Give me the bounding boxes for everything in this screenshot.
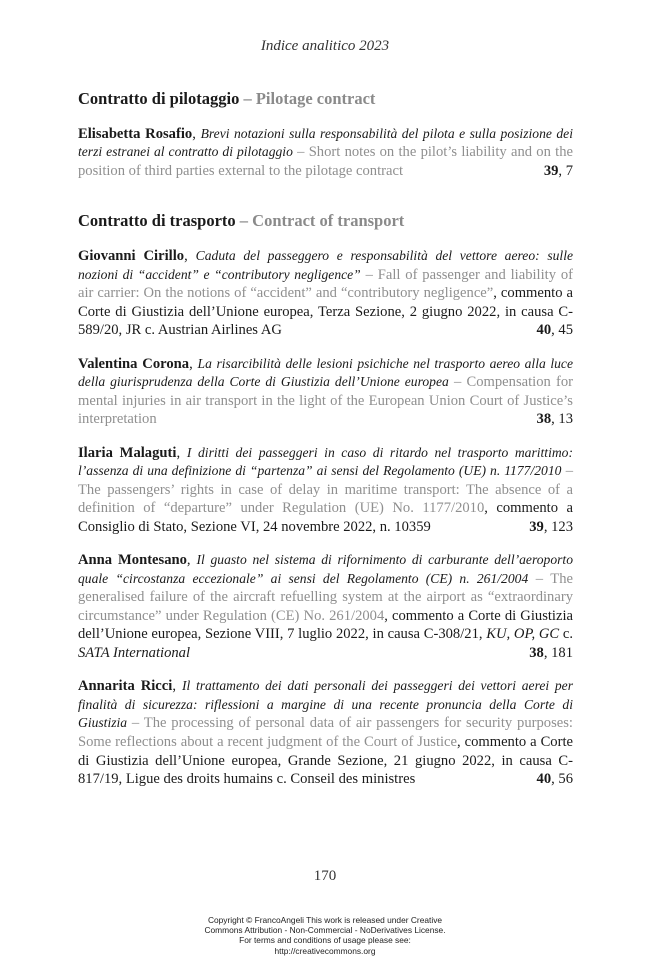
- entry-comment: , commento a Corte di Giustizia dell’Unione europea, Sezione VIII, 7 luglio 2022, in causa C-308/21,: [78, 607, 573, 643]
- index-content: [78, 88, 573, 795]
- license-notice: [0, 915, 650, 956]
- entry-title-it: La risarcibilità delle lesioni psichiche nel trasporto aereo alla luce della giurisprudenza della Corte di Giustizia dell’Unione europea: [78, 355, 573, 390]
- entry-reference: 39, 7: [543, 162, 573, 179]
- entry-author: Anna Montesano: [78, 552, 187, 569]
- section-title-en: Pilotage contract: [255, 89, 376, 108]
- running-head: Indice analitico 2023: [260, 38, 390, 54]
- license-line: Commons Attribution - Non-Commercial - NoDerivatives License.: [204, 925, 446, 936]
- entry-title-it: Brevi notazioni sulla responsabilità del pilota e sulla posizione dei terzi estranei al contratto di pilotaggio: [78, 125, 573, 160]
- entry-reference: 40, 56: [536, 771, 573, 788]
- section-title-it: Contratto di trasporto: [78, 211, 236, 231]
- section-title-transport: Contratto di trasporto – Contract of transport: [78, 211, 405, 231]
- entry-title-en: Fall of passenger and liability of air carrier: On the notions of “accident” and “contributory negligence”: [78, 266, 574, 302]
- entry-title-it: Il trattamento dei dati personali dei passeggeri dei vettori aerei per finalità di sicurezza: riflessioni a margine di una recente pronuncia della Corte di Giustizia: [78, 678, 574, 731]
- entry-comment-parties: KU, OP, GC: [486, 626, 560, 643]
- entry-title-it: Caduta del passeggero e responsabilità del vettore aereo: sulle nozioni di “accident” e “contributory negligence”: [78, 247, 574, 282]
- section-title-pilotage: Contratto di pilotaggio – Pilotage contract: [78, 89, 376, 108]
- index-entry: Elisabetta Rosafio, Brevi notazioni sulla responsabilità del pilota e sulla posizione dei terzi estranei al contratto di pilotaggio – Short notes on the pilot’s liability and on the position of third parties external to the pilotage contract 39, 7: [78, 125, 573, 179]
- entry-author: Elisabetta Rosafio: [78, 125, 193, 142]
- entry-reference: 39, 123: [529, 518, 573, 535]
- page-number: 170: [313, 868, 337, 884]
- entry-reference: 38, 181: [529, 645, 573, 662]
- license-link[interactable]: http://creativecommons.org: [274, 945, 376, 956]
- index-entry: Valentina Corona, La risarcibilità delle lesioni psichiche nel trasporto aereo alla luce della giurisprudenza della Corte di Giustizia dell’Unione europea – Compensation for mental injuries in air transport in the light of the European Union Court of Justice’s interpretation 38, 13: [78, 355, 573, 428]
- entry-title-it: Il guasto nel sistema di rifornimento di carburante dell’aeroporto quale “circostanza eccezionale” ai sensi del Regolamento (CE) n. 261/2004: [78, 552, 573, 586]
- license-line: Copyright © FrancoAngeli This work is released under Creative: [207, 915, 443, 925]
- entry-reference: 38, 13: [536, 411, 573, 428]
- entry-reference: 40, 45: [536, 322, 573, 339]
- index-entry: Giovanni Cirillo, Caduta del passeggero e responsabilità del vettore aereo: sulle nozioni di “accident” e “contributory negligence” – Fall of passenger and liability of air carrier: On the notions of “accident” and “contributory negligence”, commento a Corte di Giustizia dell’Unione europea, Terza Sezione, 2 giugno 2022, in causa C-589/20, JR c. Austrian Airlines AG 40, 45: [78, 247, 574, 339]
- entry-title-en: The generalised failure of the aircraft refuelling system at the airport as “extraordinary circumstance” under Regulation (CE) No. 261/2004: [78, 570, 573, 624]
- section-title-it: Contratto di pilotaggio: [78, 89, 240, 108]
- entry-comment-party: SATA International: [78, 645, 191, 662]
- entry-comment: , commento a Consiglio di Stato, Sezione VI, 24 novembre 2022, n. 10359: [78, 500, 573, 535]
- entry-title-en: The processing of personal data of air passengers for security purposes: Some reflections about a recent judgment of the Court of Justice: [78, 715, 573, 750]
- section-title-en: Contract of transport: [252, 211, 405, 231]
- entry-author: Valentina Corona: [78, 355, 190, 372]
- entry-author: Giovanni Cirillo: [78, 247, 185, 264]
- entry-title-en: The passengers’ rights in case of delay in maritime transport: The absence of a definition of “departure” under Regulation (UE) No. 1177/2010: [78, 481, 573, 517]
- entry-comment: , commento a Corte di Giustizia dell’Unione europea, Terza Sezione, 2 giugno 2022, in causa C-589/20, JR c. Austrian Airlines AG: [78, 285, 573, 339]
- entry-title-it: I diritti dei passeggeri in caso di ritardo nel trasporto marittimo: l’assenza di una definizione di “partenza” ai sensi del Regolamento (UE) n. 1177/2010: [78, 444, 574, 479]
- index-entry: Anna Montesano, Il guasto nel sistema di rifornimento di carburante dell’aeroporto quale “circostanza eccezionale” ai sensi del Regolamento (CE) n. 261/2004 – The generalised failure of the aircraft refuelling system at the airport as “extraordinary circumstance” under Regulation (CE) No. 261/2004, commento a Corte di Giustizia dell’Unione europea, Sezione VIII, 7 luglio 2022, in causa C-308/21, KU, OP, GC c. SATA International 38, 181: [78, 552, 573, 662]
- index-entry: Ilaria Malaguti, I diritti dei passeggeri in caso di ritardo nel trasporto marittimo: l’assenza di una definizione di “partenza” ai sensi del Regolamento (UE) n. 1177/2010 – The passengers’ rights in case of delay in maritime transport: The absence of a definition of “departure” under Regulation (UE) No. 1177/2010, commento a Consiglio di Stato, Sezione VI, 24 novembre 2022, n. 10359 39, 123: [78, 444, 574, 535]
- entry-author: Annarita Ricci: [78, 678, 173, 695]
- entry-comment: , commento a Corte di Giustizia dell’Unione europea, Grande Sezione, 21 giugno 2022, in causa C-817/19, Ligue des droits humains c. Conseil des ministres: [78, 734, 573, 788]
- license-line: For terms and conditions of usage please see:: [239, 935, 411, 946]
- entry-title-en: Short notes on the pilot’s liability and on the position of third parties external to the pilotage contract: [78, 144, 573, 179]
- index-entry: Annarita Ricci, Il trattamento dei dati personali dei passeggeri dei vettori aerei per finalità di sicurezza: riflessioni a margine di una recente pronuncia della Corte di Giustizia – The processing of personal data of air passengers for security purposes: Some reflections about a recent judgment of the Court of Justice, commento a Corte di Giustizia dell’Unione europea, Grande Sezione, 21 giugno 2022, in causa C-817/19, Ligue des droits humains c. Conseil des ministres 40, 56: [78, 678, 574, 788]
- entry-author: Ilaria Malaguti: [78, 444, 177, 461]
- entry-title-en: Compensation for mental injuries in air transport in the light of the European Union Court of Justice’s interpretation: [78, 374, 573, 428]
